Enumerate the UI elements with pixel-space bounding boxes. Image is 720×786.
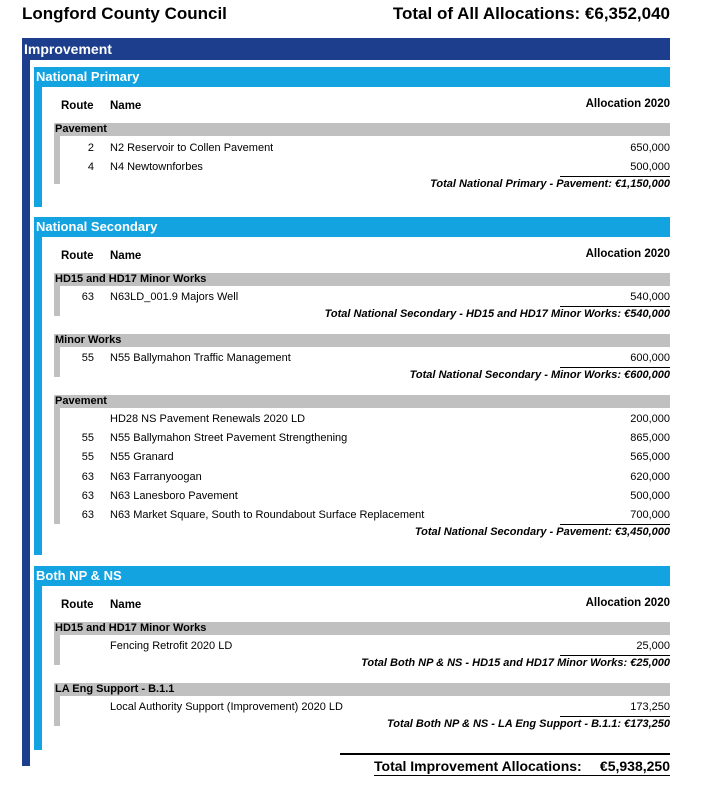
category-stripe [34, 586, 42, 750]
amount-cell: 865,000 [630, 432, 670, 444]
name-cell: N55 Granard [110, 451, 174, 463]
route-cell: 63 [81, 291, 94, 303]
column-header-route: Route [61, 250, 94, 262]
category-stripe [34, 87, 42, 207]
category-header-national-secondary: National Secondary [34, 217, 670, 237]
amount-cell: 620,000 [630, 471, 670, 483]
name-cell: N63 Farranyoogan [110, 471, 202, 483]
subtotal-rule [560, 367, 670, 368]
table-row [60, 139, 670, 157]
column-header-route: Route [61, 599, 94, 611]
column-header-name: Name [110, 250, 142, 262]
route-cell: 63 [81, 509, 94, 521]
name-cell: Fencing Retrofit 2020 LD [110, 640, 233, 652]
group-total-value: €600,000 [624, 369, 670, 381]
name-cell: N63LD_001.9 Majors Well [110, 291, 239, 303]
name-cell: N4 Newtownforbes [110, 161, 203, 173]
group-total-value: €540,000 [624, 308, 670, 320]
report-header [22, 4, 670, 28]
group-header: HD15 and HD17 Minor Works [54, 273, 670, 286]
name-cell: N55 Ballymahon Traffic Management [110, 352, 291, 364]
subtotal-rule [560, 306, 670, 307]
group-total-label: Total National Primary - Pavement: [430, 178, 612, 190]
name-cell: N55 Ballymahon Street Pavement Strengthening [110, 432, 348, 444]
column-header-allocation: Allocation 2020 [585, 98, 670, 110]
group-header: LA Eng Support - B.1.1 [54, 683, 670, 696]
table-row [60, 506, 670, 524]
amount-cell: 565,000 [630, 451, 670, 463]
table-row [60, 698, 670, 716]
group-total [387, 718, 670, 730]
group-header: HD15 and HD17 Minor Works [54, 622, 670, 635]
subtotal-rule [560, 176, 670, 177]
group-total-value: €25,000 [630, 657, 670, 669]
table-row [60, 468, 670, 486]
council-name: Longford County Council [22, 4, 227, 23]
table-row [60, 448, 670, 466]
total-all-allocations: Total of All Allocations: €6,352,040 [392, 4, 670, 23]
group-total-label: Total National Secondary - Minor Works: [409, 369, 622, 381]
group-header: Minor Works [54, 334, 670, 347]
group-total-value: €1,150,000 [614, 178, 670, 190]
group-header: Pavement [54, 123, 670, 136]
table-row [60, 487, 670, 505]
route-cell: 4 [87, 161, 94, 173]
table-row [60, 637, 670, 655]
table-row [60, 288, 670, 306]
route-cell: 55 [81, 352, 94, 364]
category-stripe [34, 237, 42, 555]
column-header-route: Route [61, 100, 94, 112]
improvement-stripe [22, 60, 30, 766]
subtotal-rule [560, 655, 670, 656]
amount-cell: 650,000 [630, 142, 670, 154]
grand-total-rule [340, 753, 670, 755]
column-header-name: Name [110, 599, 142, 611]
group-total-value: €3,450,000 [614, 526, 670, 538]
amount-cell: 500,000 [630, 161, 670, 173]
grand-total-underline [374, 775, 670, 776]
group-total-label: Total Both NP & NS - HD15 and HD17 Minor Works: [361, 657, 628, 669]
column-header-allocation: Allocation 2020 [585, 597, 670, 609]
column-header-allocation: Allocation 2020 [585, 248, 670, 260]
table-row [60, 429, 670, 447]
route-cell: 55 [81, 451, 94, 463]
route-cell: 2 [87, 142, 94, 154]
name-cell: HD28 NS Pavement Renewals 2020 LD [110, 413, 306, 425]
improvement-section-header: Improvement [22, 38, 670, 60]
subtotal-rule [560, 524, 670, 525]
group-total-label: Total National Secondary - HD15 and HD17 Minor Works: [324, 308, 622, 320]
table-row [60, 410, 670, 428]
name-cell: N2 Reservoir to Collen Pavement [110, 142, 274, 154]
group-header: Pavement [54, 395, 670, 408]
name-cell: N63 Market Square, South to Roundabout Surface Replacement [110, 509, 425, 521]
group-total [415, 526, 670, 538]
name-cell: N63 Lanesboro Pavement [110, 490, 238, 502]
group-total [325, 308, 670, 320]
amount-cell: 600,000 [630, 352, 670, 364]
category-header-national-primary: National Primary [34, 67, 670, 87]
improvement-total-value: €5,938,250 [599, 758, 670, 774]
group-total [430, 178, 670, 190]
name-cell: Local Authority Support (Improvement) 2020 LD [110, 701, 343, 713]
amount-cell: 500,000 [630, 490, 670, 502]
group-total-label: Total Both NP & NS - LA Eng Support - B.1.1: [387, 718, 622, 730]
column-header-name: Name [110, 100, 142, 112]
route-cell: 55 [81, 432, 94, 444]
group-total [410, 369, 670, 381]
amount-cell: 700,000 [630, 509, 670, 521]
amount-cell: 25,000 [636, 640, 670, 652]
group-total [361, 657, 670, 669]
amount-cell: 173,250 [630, 701, 670, 713]
route-cell: 63 [81, 490, 94, 502]
group-total-label: Total National Secondary - Pavement: [414, 526, 612, 538]
route-cell: 63 [81, 471, 94, 483]
amount-cell: 200,000 [630, 413, 670, 425]
category-header-both-np-ns: Both NP & NS [34, 566, 670, 586]
table-row [60, 349, 670, 367]
subtotal-rule [560, 716, 670, 717]
table-row [60, 158, 670, 176]
improvement-total-label: Total Improvement Allocations: [374, 758, 582, 774]
amount-cell: 540,000 [630, 291, 670, 303]
group-total-value: €173,250 [624, 718, 670, 730]
